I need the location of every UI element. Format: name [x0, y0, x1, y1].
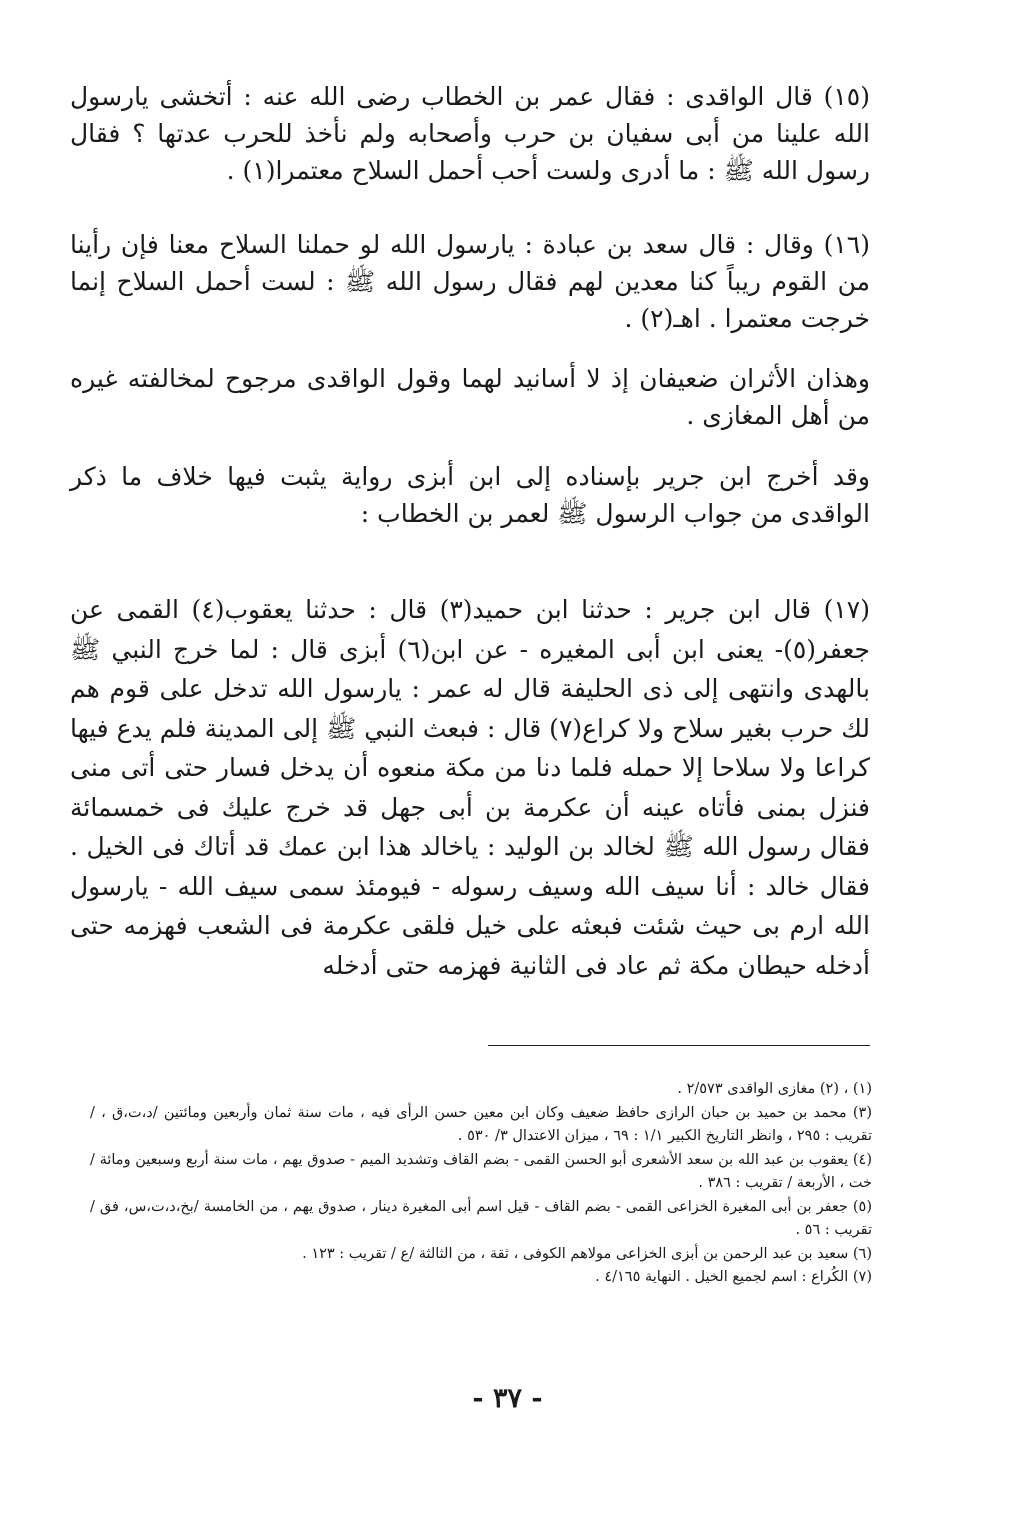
footnote-separator: [488, 1045, 870, 1046]
paragraph-text: وهذان الأثران ضعيفان إذ لا أسانيد لهما وقول الواقدى مرجوح لمخالفته غيره من أهل المغازى .: [70, 364, 870, 430]
paragraph-text: وقد أخرج ابن جرير بإسناده إلى ابن أبزى رواية يثبت فيها خلاف ما ذكر الواقدى من جواب الرسول ﷺ لعمر بن الخطاب :: [70, 462, 870, 528]
paragraph-16: [70, 226, 870, 337]
footnote: (٣) محمد بن حميد بن حبان الرازى حافظ ضعيف وكان ابن معين حسن الرأى فيه ، مات سنة ثمان وأربعين ومائتين /د،ت،ق ، / تقريب : ٢٩٥ ، وانظر التاريخ الكبير ١/١ : ٦٩ ، ميزان الاعتدال ٣/ ٥٣٠ .: [90, 1104, 872, 1144]
footnote: (٦) سعيد بن عبد الرحمن بن أبزى الخزاعى مولاهم الكوفى ، ثقة ، من الثالثة /ع / تقريب : ١٢٣ .: [302, 1245, 872, 1262]
paragraph-15: [70, 78, 870, 189]
paragraph-text: (١٦) وقال : قال سعد بن عبادة : يارسول الله لو حملنا السلاح معنا فإن رأينا من القوم ريباً كنا معدين لهم فقال رسول الله ﷺ : لست أحمل السلاح إنما خرجت معتمرا . اهـ(٢) .: [70, 230, 870, 333]
paragraph-ibn-jarir-intro: [70, 458, 870, 532]
footnote: (٧) الكُراع : اسم لجميع الخيل . النهاية ٤/١٦٥ .: [595, 1269, 872, 1285]
paragraph-17: [70, 590, 870, 985]
paragraph-text: (١٥) قال الواقدى : فقال عمر بن الخطاب رضى الله عنه : أتخشى يارسول الله علينا من أبى سفيان بن حرب وأصحابه ولم نأخذ للحرب عدتها ؟ فقال رسول الله ﷺ : ما أدرى ولست أحب أحمل السلاح معتمرا(١) .: [70, 82, 870, 185]
footnote: (٤) يعقوب بن عبد الله بن سعد الأشعرى أبو الحسن القمى - بضم القاف وتشديد الميم - صدوق يهم ، مات سنة أربع وسبعين ومائة / خت ، الأربعة / تقريب : ٣٨٦ .: [90, 1151, 872, 1191]
page-number: - ٣٧ -: [472, 1383, 543, 1414]
footnotes: [90, 1078, 872, 1290]
paragraph-comment: [70, 360, 870, 434]
paragraph-text: (١٧) قال ابن جرير : حدثنا ابن حميد(٣) قال : حدثنا يعقوب(٤) القمى عن جعفر(٥)- يعنى ابن أبى المغيره - عن ابن(٦) أبزى قال : لما خرج النبي ﷺ بالهدى وانتهى إلى ذى الحليفة قال له عمر : يارسول الله تدخل على قوم هم لك حرب بغير سلاح ولا كراع(٧) قال : فبعث النبي ﷺ إلى المدينة فلم يدع فيها كراعا ولا سلاحا إلا حمله فلما دنا من مكة منعوه أن يدخل فسار حتى أتى منى فنزل بمنى فأتاه عينه أن عكرمة بن أبى جهل قد خرج عليك فى خمسمائة فقال رسول الله ﷺ لخالد بن الوليد : ياخالد هذا ابن عمك قد أتاك فى الخيل . فقال خالد : أنا سيف الله وسيف رسوله - فيومئذ سمى سيف الله - يارسول الله ارم بى حيث شئت فبعثه على خيل فلقى عكرمة فى الشعب فهزمه حتى أدخله حيطان مكة ثم عاد فى الثانية فهزمه حتى أدخله: [70, 595, 870, 980]
footnote: (١) ، (٢) مغازى الواقدى ٢/٥٧٣ .: [677, 1081, 872, 1097]
footnote: (٥) جعفر بن أبى المغيرة الخزاعى القمى - بضم القاف - قيل اسم أبى المغيرة دينار ، صدوق يهم ، من الخامسة /بخ،د،ت،س، فق / تقريب : ٥٦ .: [90, 1198, 872, 1238]
